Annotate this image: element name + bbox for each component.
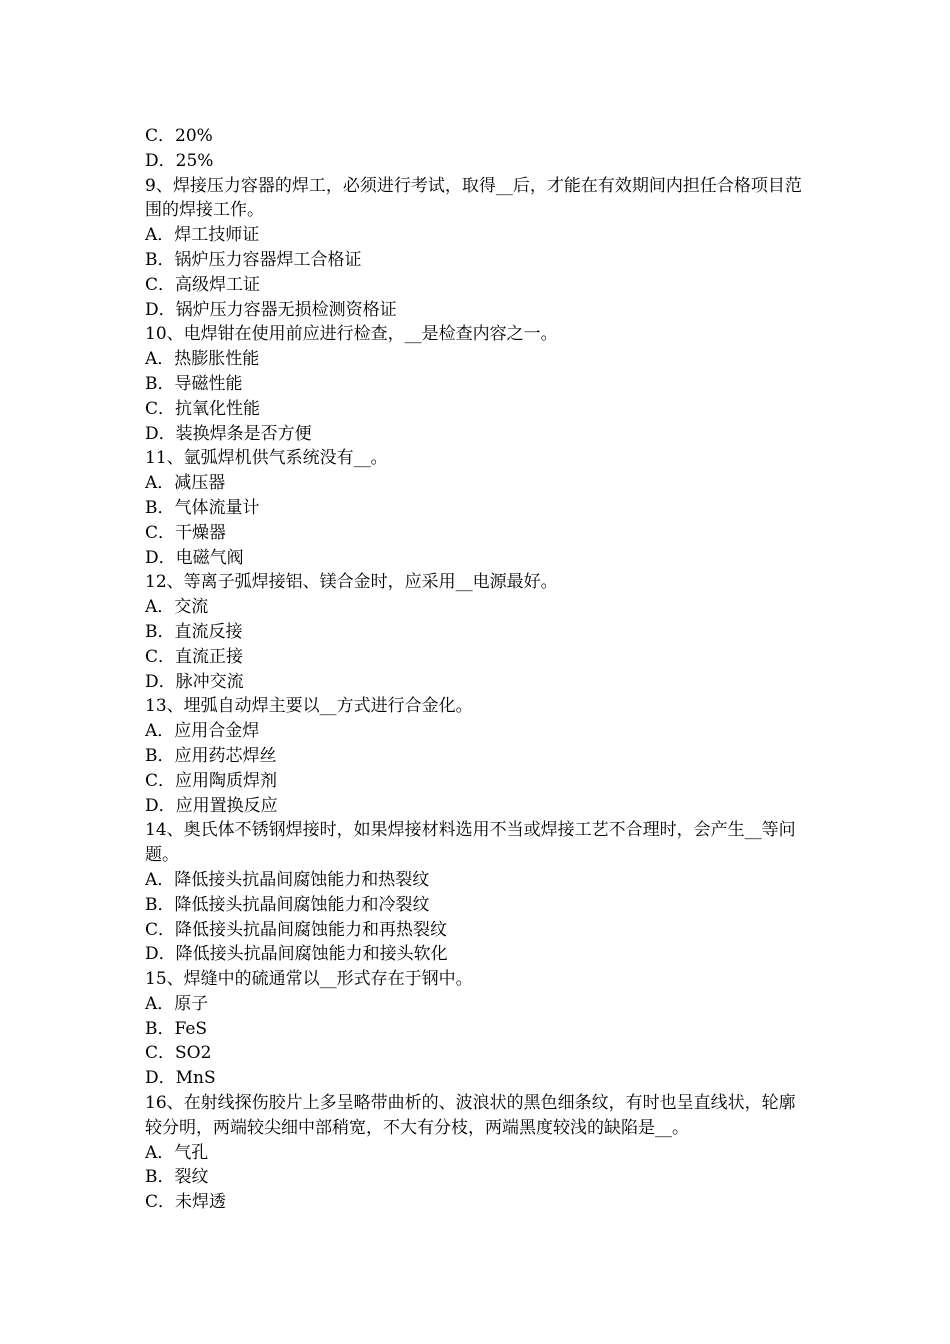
answer-option: D．25% [145,150,214,171]
answer-option: B．气体流量计 [145,497,260,518]
question-text: 10、电焊钳在使用前应进行检查，__是检查内容之一。 [145,324,558,345]
answer-option: D．应用置换反应 [145,795,278,816]
answer-option: B．FeS [145,1018,208,1039]
question-text: 14、奥氏体不锈钢焊接时，如果焊接材料选用不当或焊接工艺不合理时，会产生__等问题。 [145,820,796,866]
answer-option: D．降低接头抗晶间腐蚀能力和接头软化 [145,944,448,965]
question-text: 15、焊缝中的硫通常以__形式存在于钢中。 [145,969,473,990]
answer-option: C．干燥器 [145,522,227,543]
answer-option: C．20% [145,126,213,146]
question-text: 11、氩弧焊机供气系统没有__。 [145,448,388,469]
answer-option: C．SO2 [145,1043,212,1064]
answer-option: A．气孔 [145,1142,209,1163]
answer-option: D．电磁气阀 [145,547,244,568]
document-body [145,124,810,1215]
answer-option: A．减压器 [145,473,226,494]
answer-option: D．装换焊条是否方便 [145,423,312,444]
question-text: 13、埋弧自动焊主要以__方式进行合金化。 [145,696,473,717]
answer-option: D．脉冲交流 [145,671,244,692]
question-text: 12、等离子弧焊接铝、镁合金时，应采用__电源最好。 [145,572,558,593]
answer-option: C．应用陶质焊剂 [145,770,278,791]
question-text: 9、焊接压力容器的焊工，必须进行考试，取得__后，才能在有效期间内担任合格项目范围的焊接工作。 [145,175,802,221]
answer-option: B．降低接头抗晶间腐蚀能力和冷裂纹 [145,894,430,915]
answer-option: A．原子 [145,993,209,1014]
answer-option: A．降低接头抗晶间腐蚀能力和热裂纹 [145,869,430,890]
answer-option: C．直流正接 [145,646,244,667]
answer-option: C．未焊透 [145,1192,227,1213]
answer-option: B．直流反接 [145,621,243,642]
answer-option: C．降低接头抗晶间腐蚀能力和再热裂纹 [145,919,448,940]
answer-option: A．交流 [145,597,209,618]
answer-option: B．导磁性能 [145,373,243,394]
answer-option: D．MnS [145,1068,216,1089]
answer-option: A．焊工技师证 [145,225,260,246]
answer-option: A．热膨胀性能 [145,349,260,370]
answer-option: B．裂纹 [145,1167,209,1188]
answer-option: B．应用药芯焊丝 [145,745,277,766]
question-text: 16、在射线探伤胶片上多呈略带曲析的、波浪状的黑色细条纹，有时也呈直线状，轮廓较分明，两端较尖细中部稍宽，不大有分枝，两端黑度较浅的缺陷是__。 [145,1093,796,1138]
answer-option: A．应用合金焊 [145,721,260,742]
answer-option: C．高级焊工证 [145,274,261,295]
answer-option: C．抗氧化性能 [145,398,261,419]
answer-option: B．锅炉压力容器焊工合格证 [145,249,362,270]
answer-option: D．锅炉压力容器无损检测资格证 [145,299,397,320]
